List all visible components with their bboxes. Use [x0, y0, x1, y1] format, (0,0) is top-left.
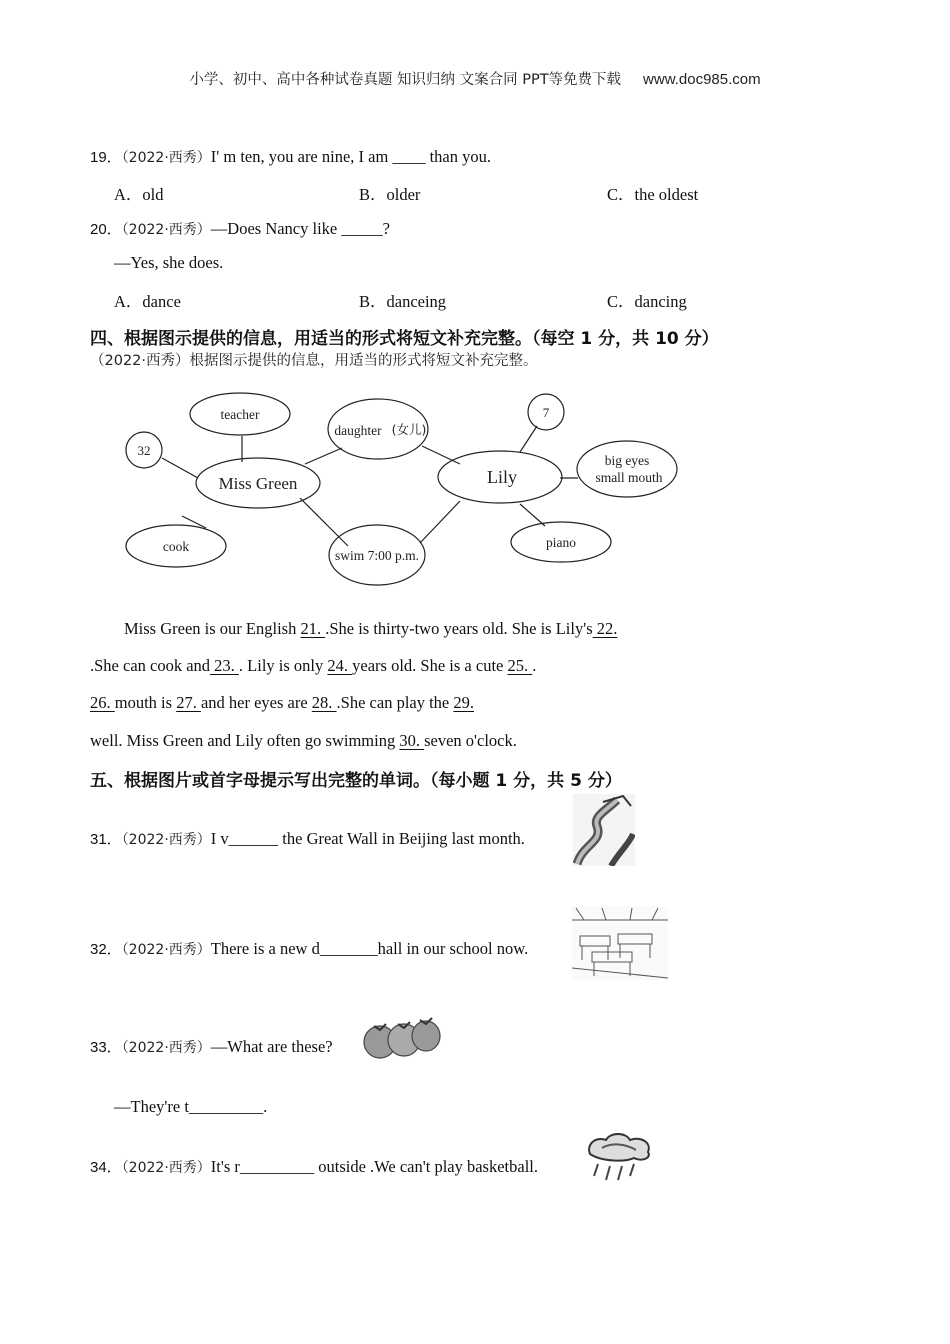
piano-label: piano	[546, 535, 576, 550]
link-line	[520, 426, 537, 452]
question-31: 31．（2022·西秀）I v______ the Great Wall in Beijing last month.	[90, 829, 525, 848]
question-34: 34．（2022·西秀）It's r_________ outside .We can't play basketball.	[90, 1157, 538, 1176]
lily-label: Lily	[487, 467, 517, 487]
question-19	[90, 146, 491, 167]
answer-blank[interactable]: _______	[319, 939, 378, 958]
eyes-label: big eyes	[604, 453, 650, 468]
blank-30[interactable]: 30.	[399, 731, 425, 750]
age-32-label: 32	[137, 443, 151, 458]
question-20	[90, 218, 390, 239]
blank-21[interactable]: 21.	[300, 619, 326, 638]
tomatoes-image	[362, 1008, 442, 1062]
option-a: A．dance	[114, 292, 181, 311]
question-text: —Does Nancy like _____?	[210, 219, 390, 238]
rain-cloud-icon	[582, 1128, 658, 1184]
blank-28[interactable]: 28.	[311, 693, 337, 712]
passage-line-1: Miss Green is our English 21. .She is thirty-two years old. She is Lily's 22.	[124, 619, 618, 638]
dining-hall-image	[572, 906, 668, 980]
blank-26[interactable]: 26.	[90, 693, 115, 712]
teacher-label: teacher	[220, 407, 260, 422]
blank-29[interactable]: 29.	[453, 693, 475, 712]
option-b: B．danceing	[359, 292, 447, 311]
link-line	[422, 446, 460, 464]
header-text: 小学、初中、高中各种试卷真题 知识归纳 文案合同 PPT等免费下载	[189, 72, 622, 88]
link-line	[162, 458, 198, 478]
page-header	[0, 68, 950, 89]
great-wall-image	[573, 794, 635, 866]
question-source: （2022·西秀）	[121, 222, 211, 238]
daughter-label: daughter	[334, 423, 382, 438]
blank-22[interactable]: 22.	[592, 619, 618, 638]
blank-24[interactable]: 24.	[327, 656, 353, 675]
mouth-label: small mouth	[595, 470, 663, 485]
mind-map-diagram	[120, 388, 690, 593]
question-text: I' m ten, you are nine, I am ____ than you.	[210, 147, 491, 166]
node-features	[577, 441, 677, 497]
passage-line-3: 26. mouth is 27. and her eyes are 28. .She can play the 29.	[90, 693, 475, 712]
option-b: B．older	[359, 185, 421, 204]
miss-green-label: Miss Green	[218, 474, 298, 493]
option-a: A．old	[114, 185, 164, 204]
question-number: 19．	[90, 149, 122, 166]
question-source: （2022·西秀）	[121, 150, 211, 166]
option-c: C．dancing	[607, 292, 687, 311]
question-number: 20．	[90, 221, 122, 238]
passage-line-2: .She can cook and 23. . Lily is only 24. years old. She is a cute 25. .	[90, 656, 537, 675]
blank-27[interactable]: 27.	[176, 693, 201, 712]
blank-25[interactable]: 25.	[507, 656, 533, 675]
header-url[interactable]: www.doc985.com	[643, 71, 761, 88]
question-32: 32．（2022·西秀）There is a new d_______hall in our school now.	[90, 939, 529, 958]
question-33: 33．（2022·西秀）—What are these?	[90, 1037, 333, 1056]
link-line	[305, 448, 342, 464]
swim-label: swim 7:00 p.m.	[334, 548, 420, 563]
link-line	[420, 501, 460, 543]
age-7-label: 7	[542, 405, 550, 420]
link-line	[300, 498, 348, 546]
answer-blank[interactable]: _________	[239, 1157, 315, 1176]
answer-blank[interactable]: _________	[188, 1097, 264, 1116]
passage-line-4: well. Miss Green and Lily often go swimming 30. seven o'clock.	[90, 731, 517, 750]
section-5-title: 五、根据图片或首字母提示写出完整的单词。（每小题 1 分，共 5 分）	[90, 771, 622, 791]
section-4-subtitle: （2022·西秀）根据图示提供的信息，用适当的形式将短文补充完整。	[90, 353, 538, 369]
question-33-answer: —They're t_________.	[114, 1097, 268, 1116]
section-4-title: 四、根据图示提供的信息，用适当的形式将短文补充完整。（每空 1 分，共 10 分）	[90, 329, 719, 349]
question-20-answer: —Yes, she does.	[114, 253, 224, 272]
option-c: C．the oldest	[607, 185, 699, 204]
link-line	[520, 504, 545, 526]
cook-label: cook	[162, 539, 190, 554]
answer-blank[interactable]: ______	[228, 829, 279, 848]
blank-23[interactable]: 23.	[210, 656, 239, 675]
daughter-cn-label: (女儿)	[391, 422, 427, 437]
